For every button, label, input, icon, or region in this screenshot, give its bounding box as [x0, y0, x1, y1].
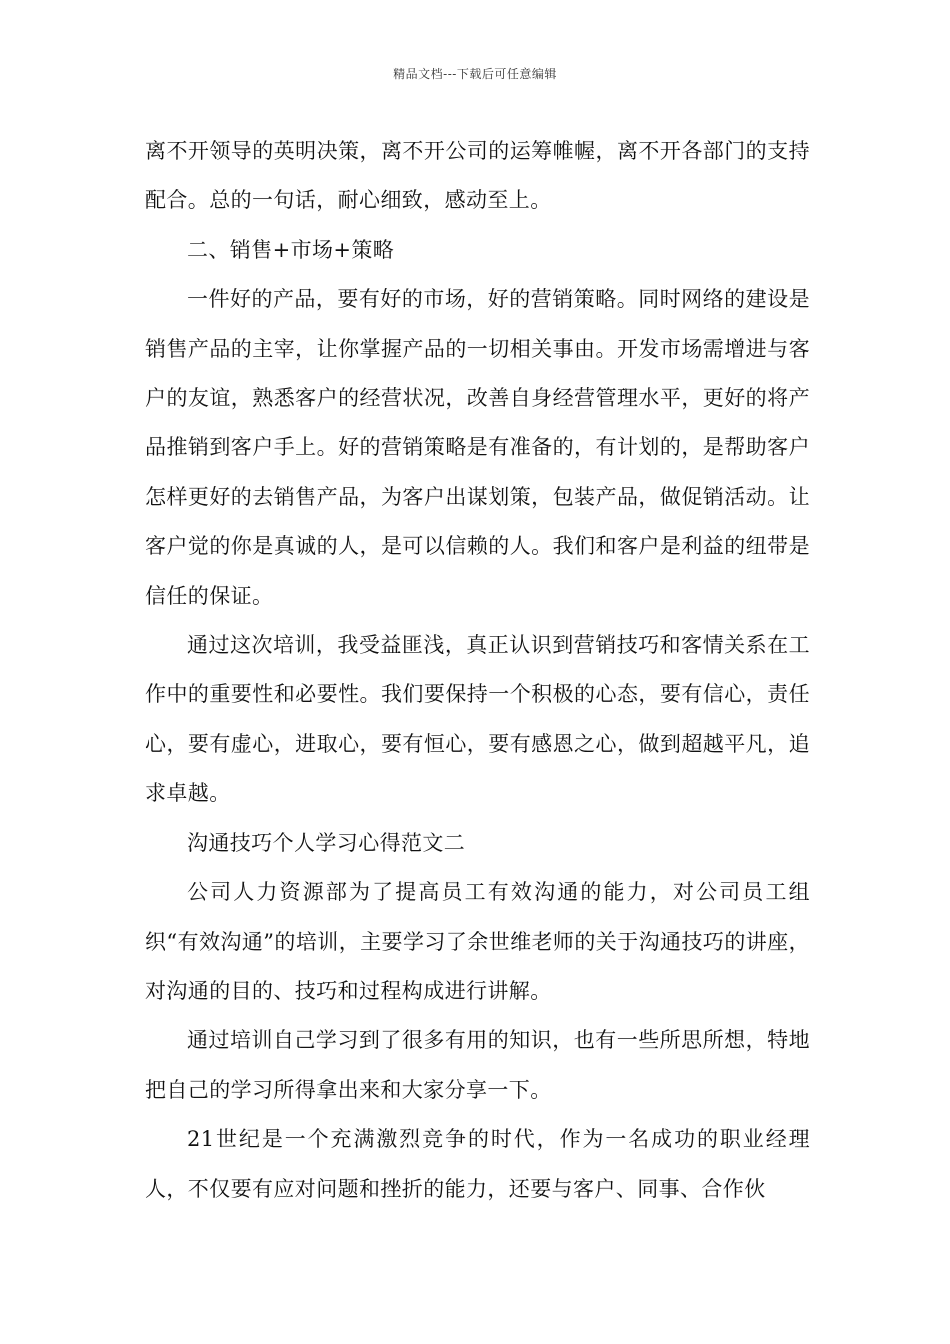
paragraph-7: 通过培训自己学习到了很多有用的知识，也有一些所思所想，特地把自己的学习所得拿出来和大家分享一下。 — [145, 1028, 810, 1102]
paragraph-6: 公司人力资源部为了提高员工有效沟通的能力，对公司员工组织“有效沟通”的培训，主要学习了余世维老师的关于沟通技巧的讲座，对沟通的目的、技巧和过程构成进行讲解。 — [145, 880, 810, 1003]
document-body — [145, 127, 810, 1214]
paragraph-1: 离不开领导的英明决策，离不开公司的运筹帷幄，离不开各部门的支持配合。总的一句话，耐心细致，感动至上。 — [145, 139, 810, 213]
section-heading-essay-two: 沟通技巧个人学习心得范文二 — [187, 830, 466, 855]
page-header: 精品文档---下载后可任意编辑 — [393, 67, 557, 81]
paragraph-8: 21世纪是一个充满激烈竞争的时代，作为一名成功的职业经理人，不仅要有应对问题和挫折的能力，还要与客户、同事、合作伙 — [145, 1127, 810, 1201]
paragraph-4: 通过这次培训，我受益匪浅，真正认识到营销技巧和客情关系在工作中的重要性和必要性。我们要保持一个积极的心态，要有信心，责任心，要有虚心，进取心，要有恒心，要有感恩之心，做到超越平凡，追求卓越。 — [145, 633, 810, 806]
paragraph-3: 一件好的产品，要有好的市场，好的营销策略。同时网络的建设是销售产品的主宰，让你掌握产品的一切相关事由。开发市场需增进与客户的友谊，熟悉客户的经营状况，改善自身经营管理水平，更好的将产品推销到客户手上。好的营销策略是有准备的，有计划的，是帮助客户怎样更好的去销售产品，为客户出谋划策，包装产品，做促销活动。让客户觉的你是真诚的人，是可以信赖的人。我们和客户是利益的纽带是信任的保证。 — [145, 287, 810, 608]
section-heading-sales-market-strategy: 二、销售+市场+策略 — [187, 237, 395, 262]
